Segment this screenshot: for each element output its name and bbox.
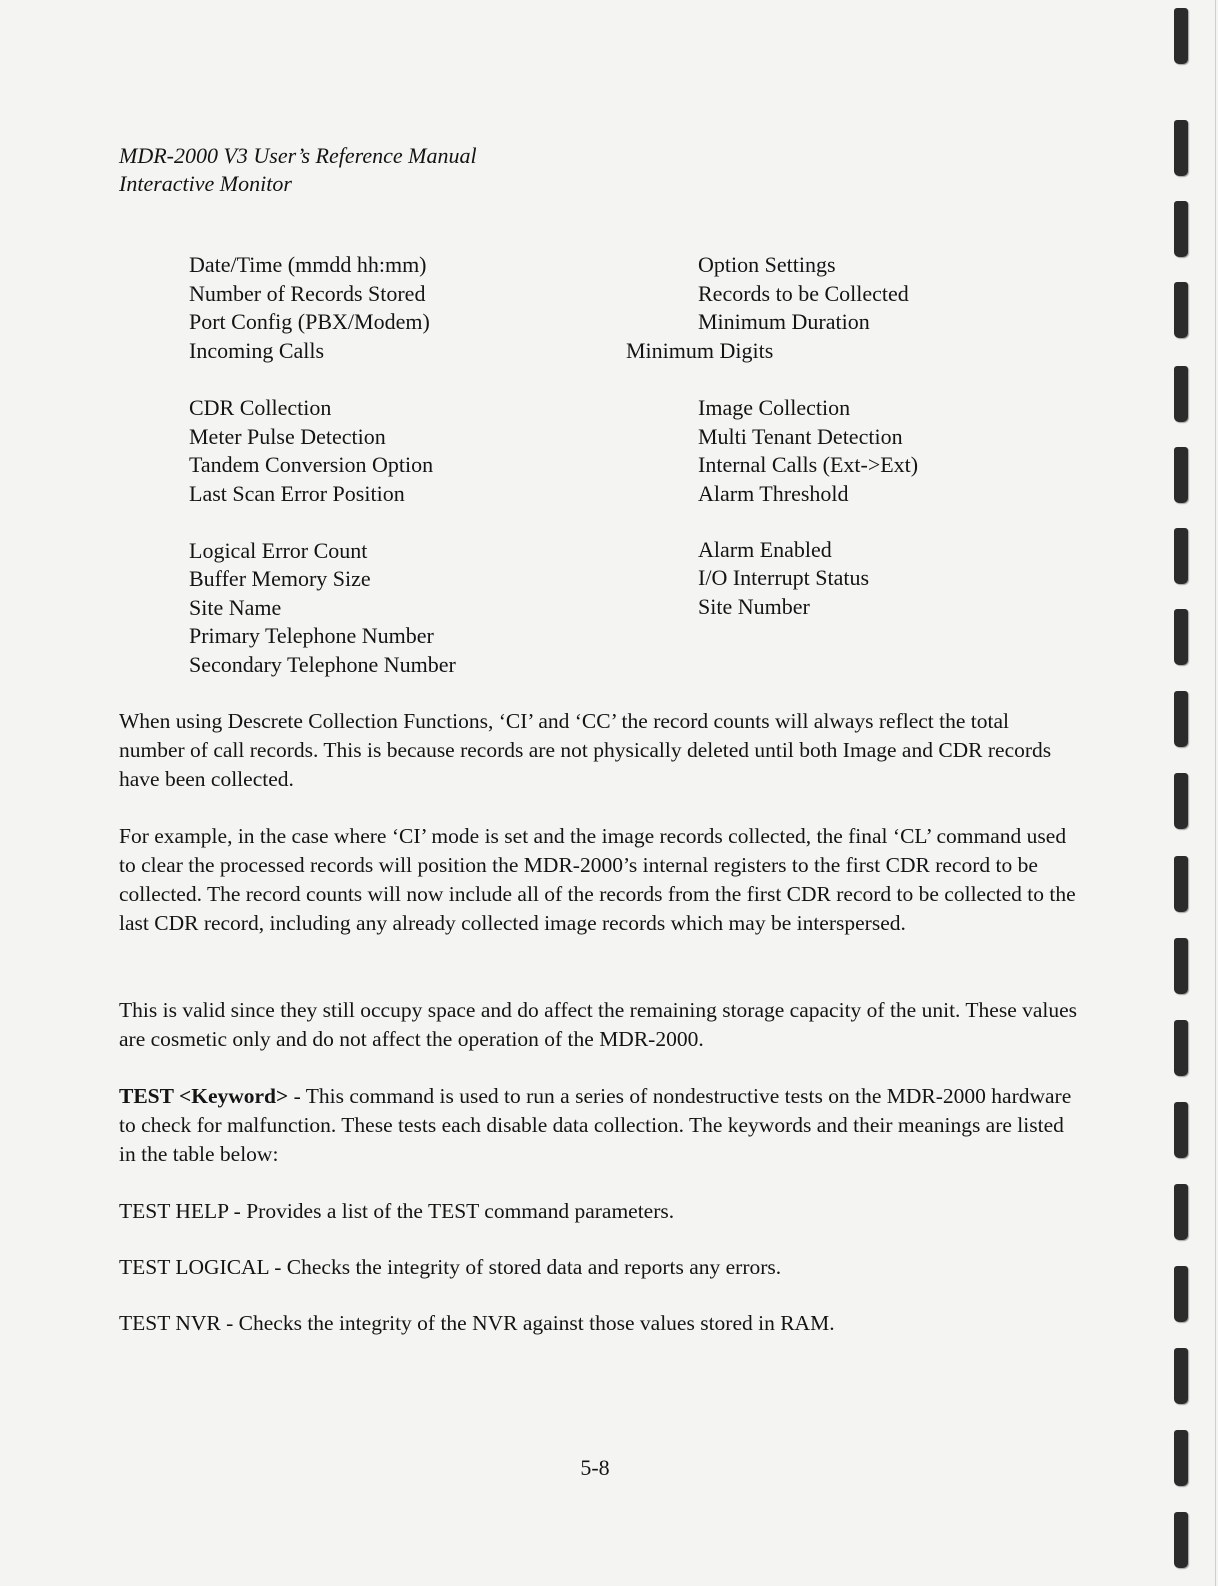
field-option-settings: Option Settings <box>698 252 836 277</box>
binding-tab <box>1174 366 1188 422</box>
field-last-scan-error: Last Scan Error Position <box>189 481 405 506</box>
running-header <box>119 142 477 198</box>
binding-tab <box>1174 609 1188 665</box>
field-incoming-calls: Incoming Calls <box>189 338 325 363</box>
field-records-to-collect: Records to be Collected <box>698 281 909 306</box>
paragraph-test-nvr: TEST NVR - Checks the integrity of the NVR against those values stored in RAM. <box>119 1311 835 1335</box>
field-image-collection: Image Collection <box>698 395 851 420</box>
field-secondary-phone: Secondary Telephone Number <box>189 652 456 677</box>
binding-tab <box>1174 447 1188 503</box>
field-site-number: Site Number <box>698 594 810 619</box>
binding-tab <box>1174 856 1188 912</box>
manual-title: MDR-2000 V3 User’s Reference Manual <box>119 143 477 168</box>
paragraph-example: For example, in the case where ‘CI’ mode is set and the image records collected, the final ‘CL’ command used to clear the processed records will position the MDR-2000’s internal registers to the first CDR record to be collected. The record counts will now include all of the records from the first CDR record to be collected to the last CDR record, including any already collected image records which may be interspersed. <box>119 824 1076 935</box>
binding-tab <box>1174 1430 1188 1486</box>
paragraph-test-help: TEST HELP - Provides a list of the TEST command parameters. <box>119 1199 675 1223</box>
binding-tab <box>1174 282 1188 338</box>
spiral-binding <box>1172 0 1196 1586</box>
binding-tab <box>1174 1102 1188 1158</box>
binding-tab <box>1174 1020 1188 1076</box>
test-keyword-heading: TEST <Keyword> <box>119 1084 289 1108</box>
paragraph-test-command <box>119 1082 1079 1169</box>
paragraph-cosmetic-values: This is valid since they still occupy space and do affect the remaining storage capacity of the unit. These values are cosmetic only and do not affect the operation of the MDR-2000. <box>119 998 1078 1051</box>
field-site-name: Site Name <box>189 595 282 620</box>
binding-tab <box>1174 201 1188 257</box>
field-meter-pulse: Meter Pulse Detection <box>189 424 386 449</box>
field-records-stored: Number of Records Stored <box>189 281 426 306</box>
field-tandem-conversion: Tandem Conversion Option <box>189 452 434 477</box>
field-alarm-enabled: Alarm Enabled <box>698 537 832 562</box>
paragraph-test-logical: TEST LOGICAL - Checks the integrity of stored data and reports any errors. <box>119 1255 782 1279</box>
field-port-config: Port Config (PBX/Modem) <box>189 309 430 334</box>
paragraph-discrete-collection: When using Descrete Collection Functions, ‘CI’ and ‘CC’ the record counts will always reflect the total number of call records. This is because records are not physically deleted until both Image and CDR records have been collected. <box>119 709 1052 791</box>
page-edge <box>1215 0 1216 1586</box>
field-primary-phone: Primary Telephone Number <box>189 623 434 648</box>
binding-tab <box>1174 938 1188 994</box>
field-alarm-threshold: Alarm Threshold <box>698 481 849 506</box>
field-internal-calls: Internal Calls (Ext->Ext) <box>698 452 919 477</box>
binding-tab <box>1174 120 1188 176</box>
binding-tab <box>1174 1266 1188 1322</box>
field-logical-error-count: Logical Error Count <box>189 538 368 563</box>
binding-tab <box>1174 528 1188 584</box>
binding-tab <box>1174 691 1188 747</box>
page-number: 5-8 <box>580 1455 610 1480</box>
field-io-interrupt: I/O Interrupt Status <box>698 565 870 590</box>
field-buffer-memory: Buffer Memory Size <box>189 566 371 591</box>
field-date-time: Date/Time (mmdd hh:mm) <box>189 252 427 277</box>
binding-tab <box>1174 1512 1188 1568</box>
binding-tab <box>1174 1184 1188 1240</box>
test-command-description: - This command is used to run a series of nondestructive tests on the MDR-2000 hardware to check for malfunction. These tests each disable data collection. The keywords and their meanings are listed in the table below: <box>119 1084 1072 1166</box>
binding-tab <box>1174 8 1188 64</box>
binding-tab <box>1174 773 1188 829</box>
field-cdr-collection: CDR Collection <box>189 395 332 420</box>
binding-tab <box>1174 1348 1188 1404</box>
section-title: Interactive Monitor <box>119 171 292 196</box>
field-minimum-digits: Minimum Digits <box>626 338 774 363</box>
field-minimum-duration: Minimum Duration <box>698 309 870 334</box>
field-multi-tenant: Multi Tenant Detection <box>698 424 903 449</box>
